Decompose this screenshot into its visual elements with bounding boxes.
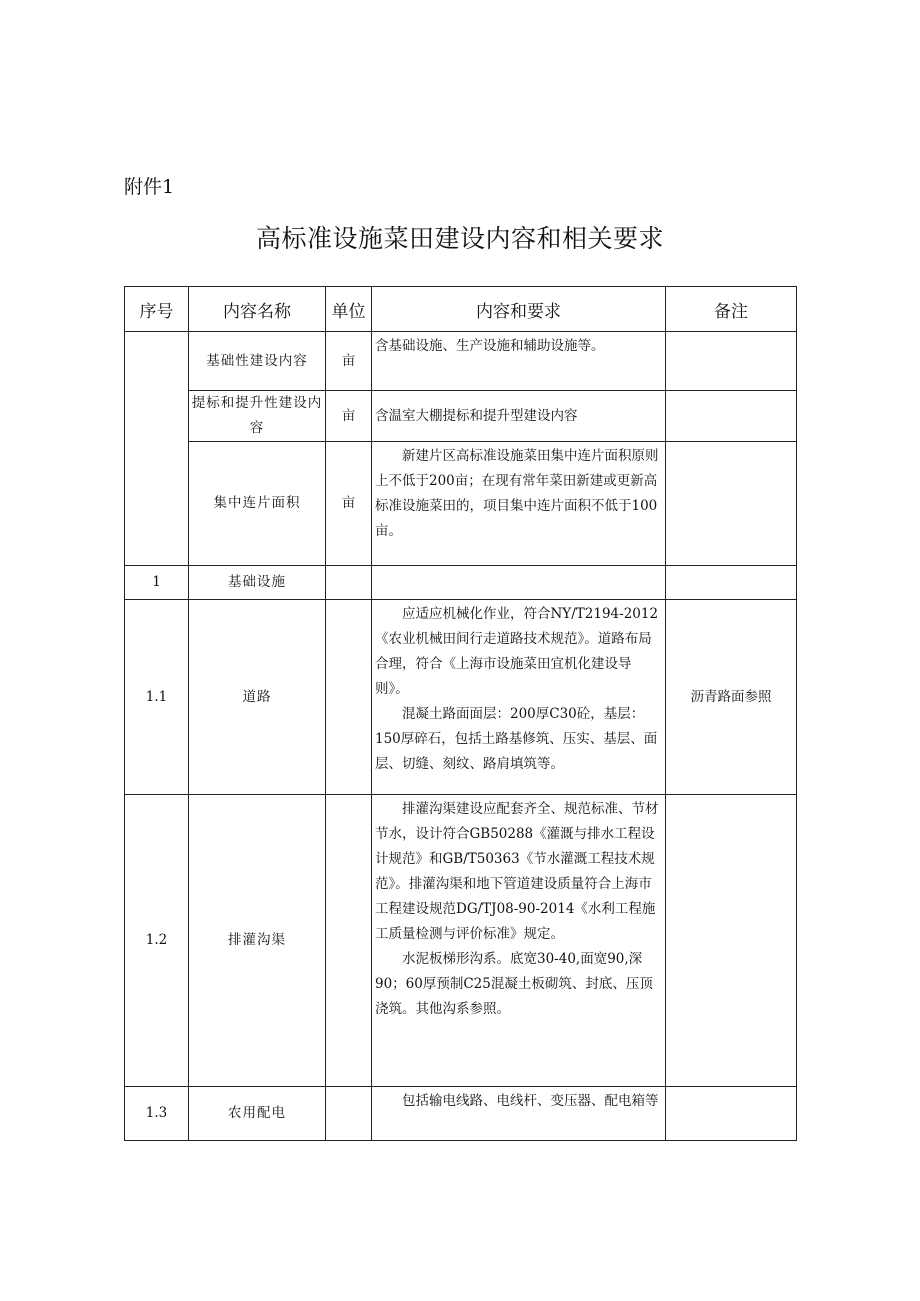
row-remark [666,566,797,600]
table-row [125,391,797,442]
row-content [372,600,666,795]
row-name: 基础设施 [189,566,326,600]
table-row [125,332,797,391]
row-remark [666,795,797,1087]
row-name: 集中连片面积 [189,442,326,566]
page-title: 高标准设施菜田建设内容和相关要求 [255,224,664,253]
row-content [372,1087,666,1141]
row-content [372,795,666,1087]
row-content [372,391,666,442]
row-remark [666,391,797,442]
row-name: 农用配电 [189,1087,326,1141]
row-unit [326,600,372,795]
header-remark: 备注 [666,287,797,332]
content-paragraph: 混凝土路面面层：200厚C30砼，基层：150厚碎石，包括土路基修筑、压实、基层、面层、切缝、刻纹、路肩填筑等。 [375,706,658,772]
content-paragraph: 排灌沟渠建设应配套齐全、规范标准、节材节水，设计符合GB50288《灌溉与排水工程设计规范》和GB/T50363《节水灌溉工程技术规范》。排灌沟渠和地下管道建设质量符合上海市工程建设规范DG/TJ08-90-2014《水利工程施工质量检测与评价标准》规定。 [375,801,659,942]
row-name: 提标和提升性建设内容 [189,391,326,442]
row-unit: 亩 [326,332,372,391]
table-row [125,795,797,1087]
table-header-row [125,287,797,332]
row-name: 基础性建设内容 [189,332,326,391]
row-remark: 沥青路面参照 [666,600,797,795]
row-seq: 1.3 [125,1087,189,1141]
row-content [372,566,666,600]
row-unit: 亩 [326,442,372,566]
row-unit [326,795,372,1087]
content-paragraph: 水泥板梯形沟系。底宽30-40,面宽90,深90；60厚预制C25混凝土板砌筑、封底、压顶浇筑。其他沟系参照。 [375,951,653,1017]
row-unit [326,1087,372,1141]
row-name: 排灌沟渠 [189,795,326,1087]
table-row [125,442,797,566]
header-content: 内容和要求 [372,287,666,332]
header-unit: 单位 [326,287,372,332]
row-seq: 1.1 [125,600,189,795]
table-row [125,566,797,600]
content-paragraph: 应适应机械化作业，符合NY/T2194-2012《农业机械田间行走道路技术规范》。道路布局合理，符合《上海市设施菜田宜机化建设导则》。 [375,606,659,697]
row-seq: 1.2 [125,795,189,1087]
row-remark [666,332,797,391]
row-unit: 亩 [326,391,372,442]
requirements-table [124,286,797,1141]
attachment-label: 附件1 [124,176,175,198]
row-unit [326,566,372,600]
header-seq: 序号 [125,287,189,332]
row-seq [125,332,189,566]
content-paragraph: 含温室大棚提标和提升型建设内容 [375,407,578,424]
row-content [372,332,666,391]
table-row [125,600,797,795]
table-row [125,1087,797,1141]
content-paragraph: 含基础设施、生产设施和辅助设施等。 [375,338,605,354]
row-remark [666,1087,797,1141]
row-content [372,442,666,566]
row-remark [666,442,797,566]
content-paragraph: 包括输电线路、电线杆、变压器、配电箱等 [402,1093,659,1109]
content-paragraph: 新建片区高标准设施菜田集中连片面积原则上不低于200亩；在现有常年菜田新建或更新高标准设施菜田的，项目集中连片面积不低于100亩。 [375,448,659,539]
header-name: 内容名称 [189,287,326,332]
row-name: 道路 [189,600,326,795]
row-seq: 1 [125,566,189,600]
